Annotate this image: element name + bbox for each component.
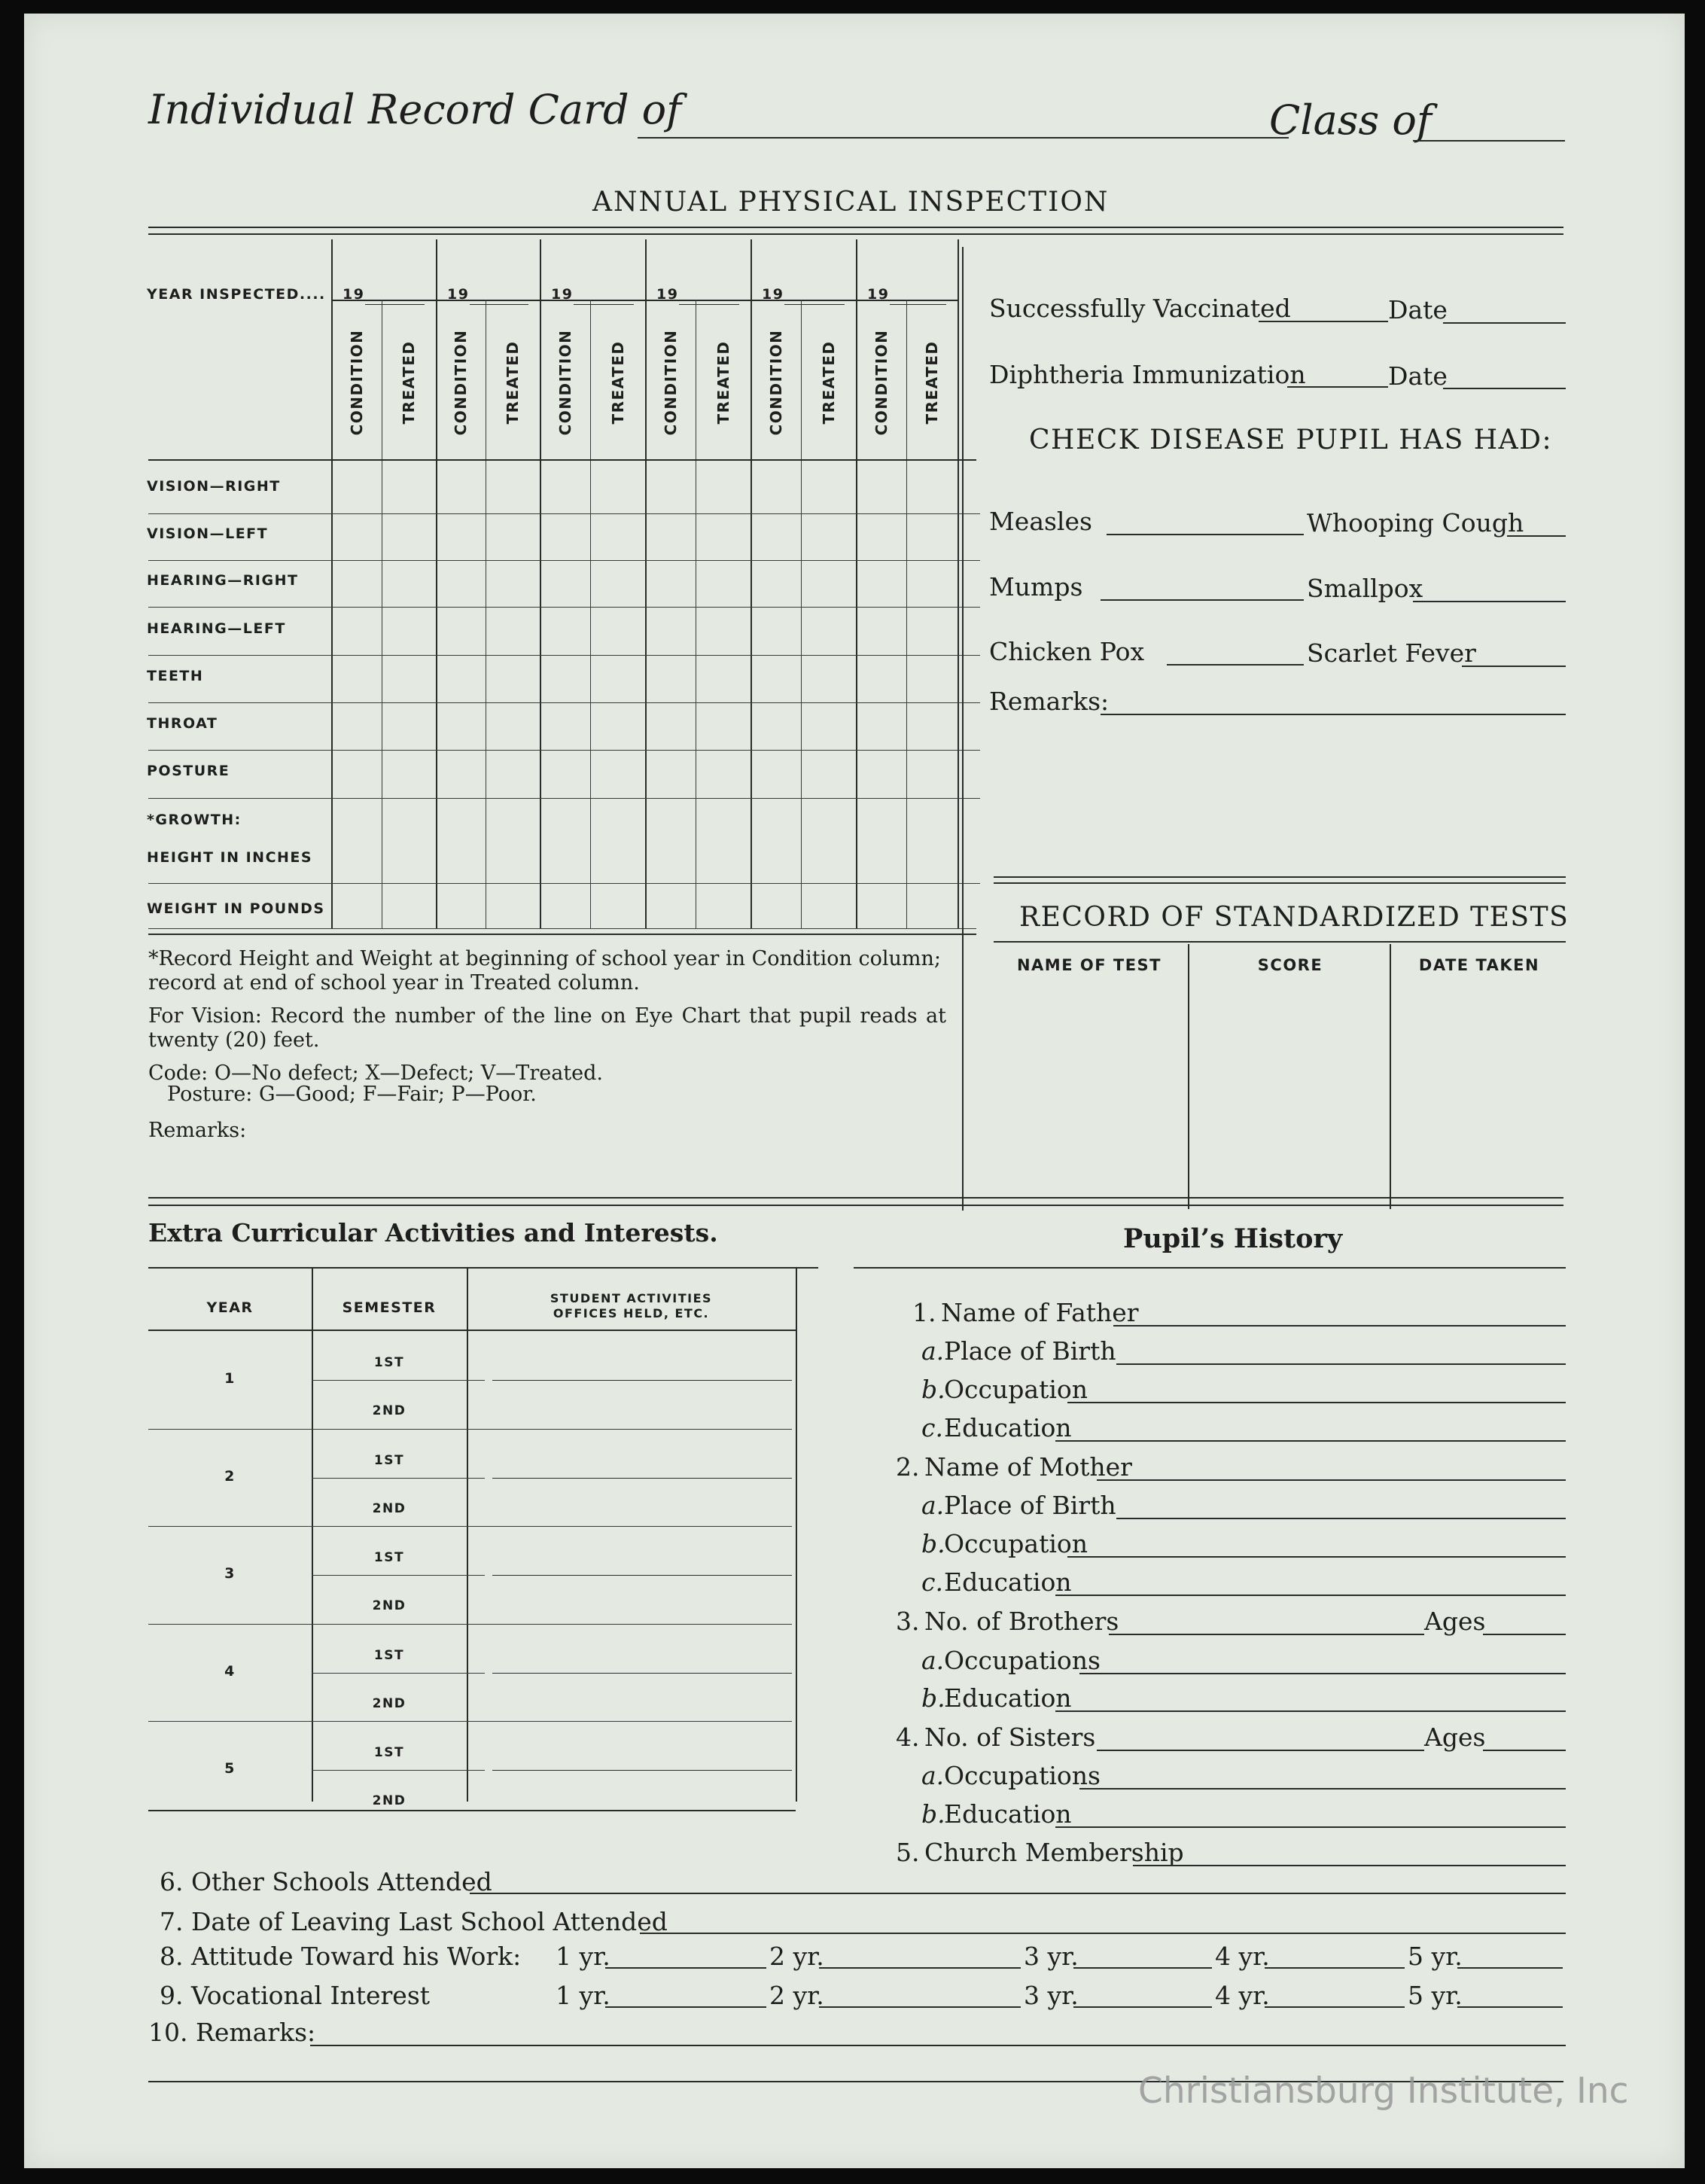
acts-entry-1st[interactable]: [492, 1575, 792, 1576]
tests-divider-2: [1390, 944, 1391, 1209]
disease-line[interactable]: [1167, 664, 1304, 666]
year-field-label: 5 yr.: [1408, 1942, 1463, 1971]
history-item-label: Occupations: [944, 1761, 1101, 1790]
col-condition-header: CONDITION: [452, 329, 470, 436]
immunization-remarks-line[interactable]: [1101, 714, 1566, 715]
year-prefix: 19: [343, 286, 365, 303]
acts-sem-1st: 1ST: [373, 1355, 405, 1370]
tests-rule-1: [994, 876, 1566, 878]
tests-rule-2: [994, 882, 1566, 884]
class-of-label: Class of: [1269, 96, 1432, 144]
year-divider-last: [958, 239, 959, 928]
history-item-label: Occupation: [944, 1529, 1088, 1558]
year-prefix: 19: [551, 286, 574, 303]
inspection-row-label: HEARING—RIGHT: [147, 572, 299, 589]
acts-block-rule: [148, 1721, 792, 1722]
acts-sem-2nd: 2ND: [372, 1403, 406, 1418]
middle-rule-1: [148, 1197, 1563, 1199]
header-bottom-rule: [148, 459, 976, 461]
inspection-remarks-label: Remarks:: [148, 1119, 247, 1142]
history-item-number: 1.: [912, 1298, 936, 1327]
inspection-row-label: VISION—RIGHT: [147, 478, 281, 495]
acts-entry-1st[interactable]: [492, 1478, 792, 1479]
col-treated-header: TREATED: [504, 340, 522, 425]
year-field-label: 3 yr.: [1024, 1981, 1079, 2010]
acts-year-number: 5: [224, 1760, 236, 1777]
history-item-label: No. of Brothers: [924, 1607, 1119, 1636]
history-top-rule: [854, 1267, 1566, 1269]
watermark: Christiansburg Institute, Inc: [1138, 2070, 1629, 2112]
growth-label: *GROWTH:: [147, 812, 242, 828]
year-line[interactable]: [365, 304, 425, 305]
acts-block-rule: [148, 1526, 792, 1527]
disease-label: Whooping Cough: [1307, 508, 1524, 538]
year-divider: [856, 239, 857, 928]
vaccinated-date-line[interactable]: [1443, 322, 1566, 324]
history-item-number: a.: [921, 1336, 945, 1366]
acts-year-number: 1: [224, 1370, 236, 1387]
history-item-line[interactable]: [1079, 1673, 1566, 1674]
history-item-number: a.: [921, 1491, 945, 1520]
year-field-label: 2 yr.: [769, 1981, 824, 2010]
acts-year-number: 4: [224, 1662, 236, 1680]
col-condition-header: CONDITION: [661, 329, 680, 436]
acts-mid-rule: [312, 1770, 485, 1771]
year-field-line[interactable]: [605, 1967, 766, 1969]
history-item-label: Occupation: [944, 1375, 1088, 1404]
acts-sem-1st: 1ST: [373, 1452, 405, 1468]
diphtheria-line[interactable]: [1287, 386, 1388, 388]
top-rule-2: [148, 233, 1563, 235]
col-treated-header: TREATED: [400, 340, 418, 425]
attitude-label: 8. Attitude Toward his Work:: [160, 1942, 522, 1971]
final-remarks-label: 10. Remarks:: [148, 2018, 316, 2047]
year-prefix: 19: [762, 286, 784, 303]
col-treated-header: TREATED: [608, 340, 627, 425]
center-divider: [962, 247, 964, 1211]
middle-rule-2: [148, 1205, 1563, 1206]
col-treated-header: TREATED: [923, 340, 941, 425]
history-item-line[interactable]: [1055, 1595, 1566, 1596]
acts-div-3: [796, 1267, 797, 1802]
tests-title-rule: [994, 941, 1566, 943]
history-item-line[interactable]: [1133, 1865, 1566, 1866]
history-item-line[interactable]: [1079, 1788, 1566, 1790]
other-schools-label: 6. Other Schools Attended: [160, 1867, 492, 1896]
history-item-label: Occupations: [944, 1646, 1101, 1675]
col-condition-header: CONDITION: [556, 329, 574, 436]
year-field-line[interactable]: [1457, 2006, 1563, 2008]
history-item-number: b.: [921, 1799, 945, 1829]
history-item-label: Place of Birth: [944, 1491, 1116, 1520]
inspection-row-rule: [148, 702, 980, 703]
year-field-line[interactable]: [1457, 1967, 1563, 1969]
year-line[interactable]: [679, 304, 739, 305]
treated-divider: [801, 300, 802, 928]
inspection-row-rule: [148, 655, 980, 656]
history-item-number: a.: [921, 1761, 945, 1790]
year-field-line[interactable]: [1073, 1967, 1212, 1969]
disease-line[interactable]: [1413, 601, 1566, 602]
treated-divider: [590, 300, 591, 928]
tests-col-score: SCORE: [1257, 956, 1323, 974]
height-label: HEIGHT IN INCHES: [147, 849, 313, 866]
history-item-label: Place of Birth: [944, 1336, 1116, 1366]
date-leaving-line[interactable]: [640, 1933, 1566, 1934]
year-prefix: 19: [656, 286, 679, 303]
acts-mid-rule: [312, 1575, 485, 1576]
disease-line[interactable]: [1101, 599, 1304, 601]
history-item-label: No. of Sisters: [924, 1723, 1096, 1752]
inspection-row-rule: [148, 798, 980, 799]
class-of-line[interactable]: [1413, 140, 1565, 142]
year-divider: [436, 239, 437, 928]
history-item-line[interactable]: [1055, 1826, 1566, 1828]
history-item-number: b.: [921, 1683, 945, 1713]
history-item-label: Name of Father: [941, 1298, 1139, 1327]
acts-entry-1st[interactable]: [492, 1673, 792, 1674]
col-condition-header: CONDITION: [766, 329, 785, 436]
history-item-label: Name of Mother: [924, 1452, 1132, 1482]
year-line[interactable]: [470, 304, 528, 305]
history-item-line[interactable]: [1067, 1556, 1566, 1558]
year-field-line[interactable]: [819, 2006, 1021, 2008]
year-field-label: 5 yr.: [1408, 1981, 1463, 2010]
inspection-row-rule: [148, 513, 980, 514]
diphtheria-label: Diphtheria Immunization: [989, 360, 1306, 389]
acts-entry-1st[interactable]: [492, 1380, 792, 1381]
year-field-label: 4 yr.: [1215, 1981, 1270, 2010]
disease-label: Measles: [989, 507, 1092, 536]
year-row-rule: [331, 300, 958, 301]
disease-line[interactable]: [1107, 534, 1304, 535]
year-field-label: 1 yr.: [556, 1942, 610, 1971]
tests-col-date: DATE TAKEN: [1418, 956, 1540, 974]
other-schools-line[interactable]: [470, 1893, 1566, 1894]
acts-mid-rule: [312, 1478, 485, 1479]
acts-col-semester: SEMESTER: [342, 1299, 437, 1316]
inspection-row-label: VISION—LEFT: [147, 525, 269, 542]
inspection-row-label: TEETH: [147, 668, 204, 684]
acts-col-activities-2: OFFICES HELD, ETC.: [553, 1306, 710, 1320]
year-field-line[interactable]: [1073, 2006, 1212, 2008]
history-item-line[interactable]: [1055, 1710, 1566, 1712]
disease-line[interactable]: [1462, 666, 1566, 667]
activities-title: Extra Curricular Activities and Interests.: [148, 1218, 718, 1247]
top-rule-1: [148, 227, 1563, 228]
history-ages-line[interactable]: [1483, 1750, 1566, 1751]
year-field-line[interactable]: [819, 1967, 1021, 1969]
year-field-label: 1 yr.: [556, 1981, 610, 2010]
student-name-line[interactable]: [638, 137, 1289, 139]
year-field-label: 3 yr.: [1024, 1942, 1079, 1971]
history-item-number: 2.: [896, 1452, 920, 1482]
diphtheria-date-label: Date: [1388, 361, 1448, 391]
history-item-number: 3.: [896, 1607, 920, 1636]
year-line[interactable]: [784, 304, 845, 305]
activities-top-rule: [148, 1267, 818, 1269]
col-treated-header: TREATED: [819, 340, 838, 425]
inspection-row-label: THROAT: [147, 715, 218, 732]
history-item-line[interactable]: [1116, 1363, 1566, 1365]
history-item-label: Education: [944, 1799, 1072, 1829]
acts-col-year: YEAR: [206, 1299, 254, 1316]
year-field-line[interactable]: [605, 2006, 766, 2008]
year-line[interactable]: [890, 304, 946, 305]
acts-sem-2nd: 2ND: [372, 1695, 406, 1711]
col-treated-header: TREATED: [714, 340, 732, 425]
year-divider: [645, 239, 647, 928]
inspection-row-rule: [148, 883, 980, 884]
inspection-row-label: HEARING—LEFT: [147, 620, 286, 637]
vocational-label: 9. Vocational Interest: [160, 1981, 431, 2010]
acts-year-number: 3: [224, 1565, 236, 1582]
acts-mid-rule: [312, 1673, 485, 1674]
acts-sem-2nd: 2ND: [372, 1598, 406, 1613]
acts-sem-1st: 1ST: [373, 1550, 405, 1565]
year-prefix: 19: [447, 286, 470, 303]
acts-sem-1st: 1ST: [373, 1745, 405, 1760]
disease-label: Scarlet Fever: [1307, 638, 1476, 668]
inspection-title: ANNUAL PHYSICAL INSPECTION: [592, 187, 1110, 218]
final-remarks-line[interactable]: [310, 2045, 1566, 2046]
acts-sem-2nd: 2ND: [372, 1500, 406, 1516]
disease-title: CHECK DISEASE PUPIL HAS HAD:: [1029, 425, 1553, 455]
disease-line[interactable]: [1507, 535, 1566, 537]
year-field-line[interactable]: [1265, 2006, 1405, 2008]
inspection-bottom-rule: [148, 934, 976, 935]
acts-header-rule: [148, 1330, 796, 1331]
history-title: Pupil’s History: [1123, 1223, 1343, 1254]
history-item-number: b.: [921, 1375, 945, 1404]
acts-bottom-rule: [148, 1810, 796, 1811]
note-vision: For Vision: Record the number of the line on Eye Chart that pupil reads at twenty (20) feet.: [148, 1004, 946, 1052]
year-field-label: 2 yr.: [769, 1942, 824, 1971]
acts-sem-2nd: 2ND: [372, 1793, 406, 1808]
vaccinated-date-label: Date: [1388, 295, 1448, 324]
immunization-remarks-label: Remarks:: [989, 687, 1110, 716]
year-divider: [540, 239, 541, 928]
history-ages-label: Ages: [1424, 1723, 1486, 1752]
col-condition-header: CONDITION: [872, 329, 891, 436]
history-item-number: 4.: [896, 1723, 920, 1752]
history-item-line[interactable]: [1116, 1518, 1566, 1519]
date-leaving-label: 7. Date of Leaving Last School Attended: [160, 1907, 668, 1936]
history-item-line[interactable]: [1097, 1750, 1424, 1751]
note-growth: *Record Height and Weight at beginning of school year in Condition column; record at end of school year in Treated column.: [148, 947, 941, 995]
note-posture: Posture: G—Good; F—Fair; P—Poor.: [167, 1083, 537, 1106]
history-item-number: b.: [921, 1529, 945, 1558]
history-item-number: c.: [921, 1567, 943, 1597]
year-line[interactable]: [574, 304, 634, 305]
inspection-row-label: POSTURE: [147, 763, 230, 779]
history-item-label: Education: [944, 1567, 1072, 1597]
tests-divider-1: [1188, 944, 1189, 1209]
inspection-row-rule: [148, 750, 980, 751]
history-item-line[interactable]: [1113, 1325, 1566, 1327]
year-field-line[interactable]: [1265, 1967, 1405, 1969]
year-inspected-label: YEAR INSPECTED....: [147, 286, 326, 303]
vaccinated-label: Successfully Vaccinated: [989, 294, 1291, 323]
history-item-line[interactable]: [1097, 1479, 1566, 1481]
col-condition-header: CONDITION: [347, 329, 366, 436]
history-item-line[interactable]: [1055, 1440, 1566, 1442]
vaccinated-line[interactable]: [1259, 321, 1388, 322]
year-prefix: 19: [867, 286, 890, 303]
history-ages-line[interactable]: [1483, 1634, 1566, 1635]
tests-col-name: NAME OF TEST: [1016, 956, 1162, 974]
acts-block-rule: [148, 1429, 792, 1430]
disease-label: Smallpox: [1307, 574, 1423, 603]
history-item-label: Church Membership: [924, 1838, 1184, 1867]
treated-divider: [906, 300, 907, 928]
inspection-row-rule: [148, 560, 980, 561]
weight-label: WEIGHT IN POUNDS: [147, 900, 325, 917]
history-item-number: c.: [921, 1413, 943, 1442]
acts-mid-rule: [312, 1380, 485, 1381]
acts-year-number: 2: [224, 1467, 236, 1485]
history-ages-label: Ages: [1424, 1607, 1486, 1636]
history-item-number: a.: [921, 1646, 945, 1675]
acts-entry-1st[interactable]: [492, 1770, 792, 1771]
history-item-line[interactable]: [1109, 1634, 1424, 1635]
history-item-label: Education: [944, 1413, 1072, 1442]
history-item-label: Education: [944, 1683, 1072, 1713]
record-card: [24, 14, 1685, 2168]
note-code: Code: O—No defect; X—Defect; V—Treated.: [148, 1062, 603, 1085]
inspection-row-rule: [148, 928, 976, 929]
card-title: Individual Record Card of: [148, 86, 682, 133]
disease-label: Chicken Pox: [989, 637, 1145, 666]
year-divider: [331, 239, 333, 928]
acts-block-rule: [148, 1624, 792, 1625]
diphtheria-date-line[interactable]: [1443, 388, 1566, 389]
tests-title: RECORD OF STANDARDIZED TESTS: [1019, 902, 1570, 933]
year-divider: [751, 239, 752, 928]
history-item-line[interactable]: [1067, 1402, 1566, 1403]
acts-col-activities-1: STUDENT ACTIVITIES: [550, 1291, 713, 1305]
inspection-row-rule: [148, 607, 980, 608]
year-field-label: 4 yr.: [1215, 1942, 1270, 1971]
acts-sem-1st: 1ST: [373, 1647, 405, 1663]
disease-label: Mumps: [989, 572, 1083, 602]
history-item-number: 5.: [896, 1838, 920, 1867]
